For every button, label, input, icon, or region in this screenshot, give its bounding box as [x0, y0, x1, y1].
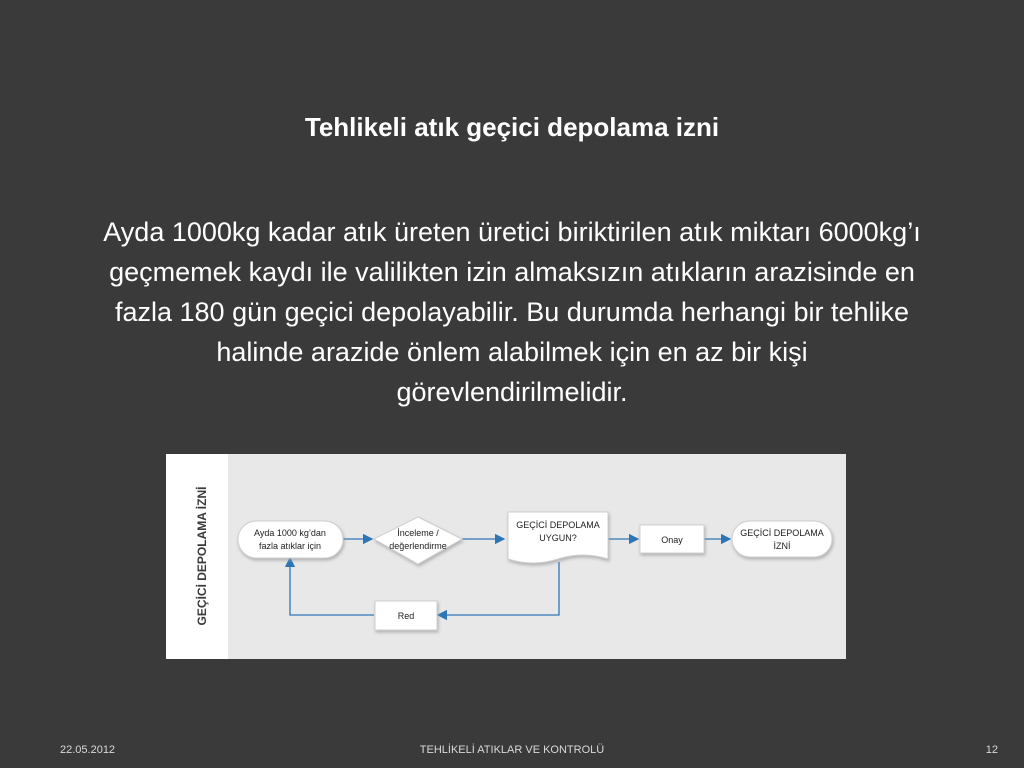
end-node [732, 521, 832, 557]
footer-date: 22.05.2012 [60, 744, 116, 756]
page-number: 12 [985, 744, 998, 756]
end-node-label-1: GEÇİCİ DEPOLAMA [740, 528, 824, 538]
start-node-label-2: fazla atıklar için [258, 541, 322, 551]
end-node-label-2: İZNİ [773, 541, 791, 551]
decision-node-label-1: İnceleme / [397, 528, 439, 538]
approve-node-label: Onay [661, 535, 683, 545]
footer-title: TEHLİKELİ ATIKLAR VE KONTROLÜ [419, 744, 605, 756]
flowchart-svg [166, 454, 846, 659]
start-node-label-1: Ayda 1000 kg’dan [254, 528, 326, 538]
decision-node-label-2: değerlendirme [389, 541, 447, 551]
slide-title: Tehlikeli atık geçici depolama izni [304, 112, 720, 142]
document-node-label-1: GEÇİCİ DEPOLAMA [516, 520, 600, 530]
slide-body-text: Ayda 1000kg kadar atık üreten üretici biriktirilen atık miktarı 6000kg’ı geçmemek kaydı ile valilikten izin almaksızın atıkların arazisinde en fazla 180 gün geçici depolayabilir. Bu durumda herhangi bir tehlike halinde arazide önlem alabilmek için en az bir kişi görevlendirilmelidir. [103, 217, 921, 407]
document-node-label-2: UYGUN? [539, 533, 577, 543]
reject-node-label: Red [397, 611, 415, 621]
lane-label: GEÇİCİ DEPOLAMA İZNİ [195, 486, 209, 626]
start-node [238, 521, 343, 558]
flowchart [166, 454, 846, 659]
